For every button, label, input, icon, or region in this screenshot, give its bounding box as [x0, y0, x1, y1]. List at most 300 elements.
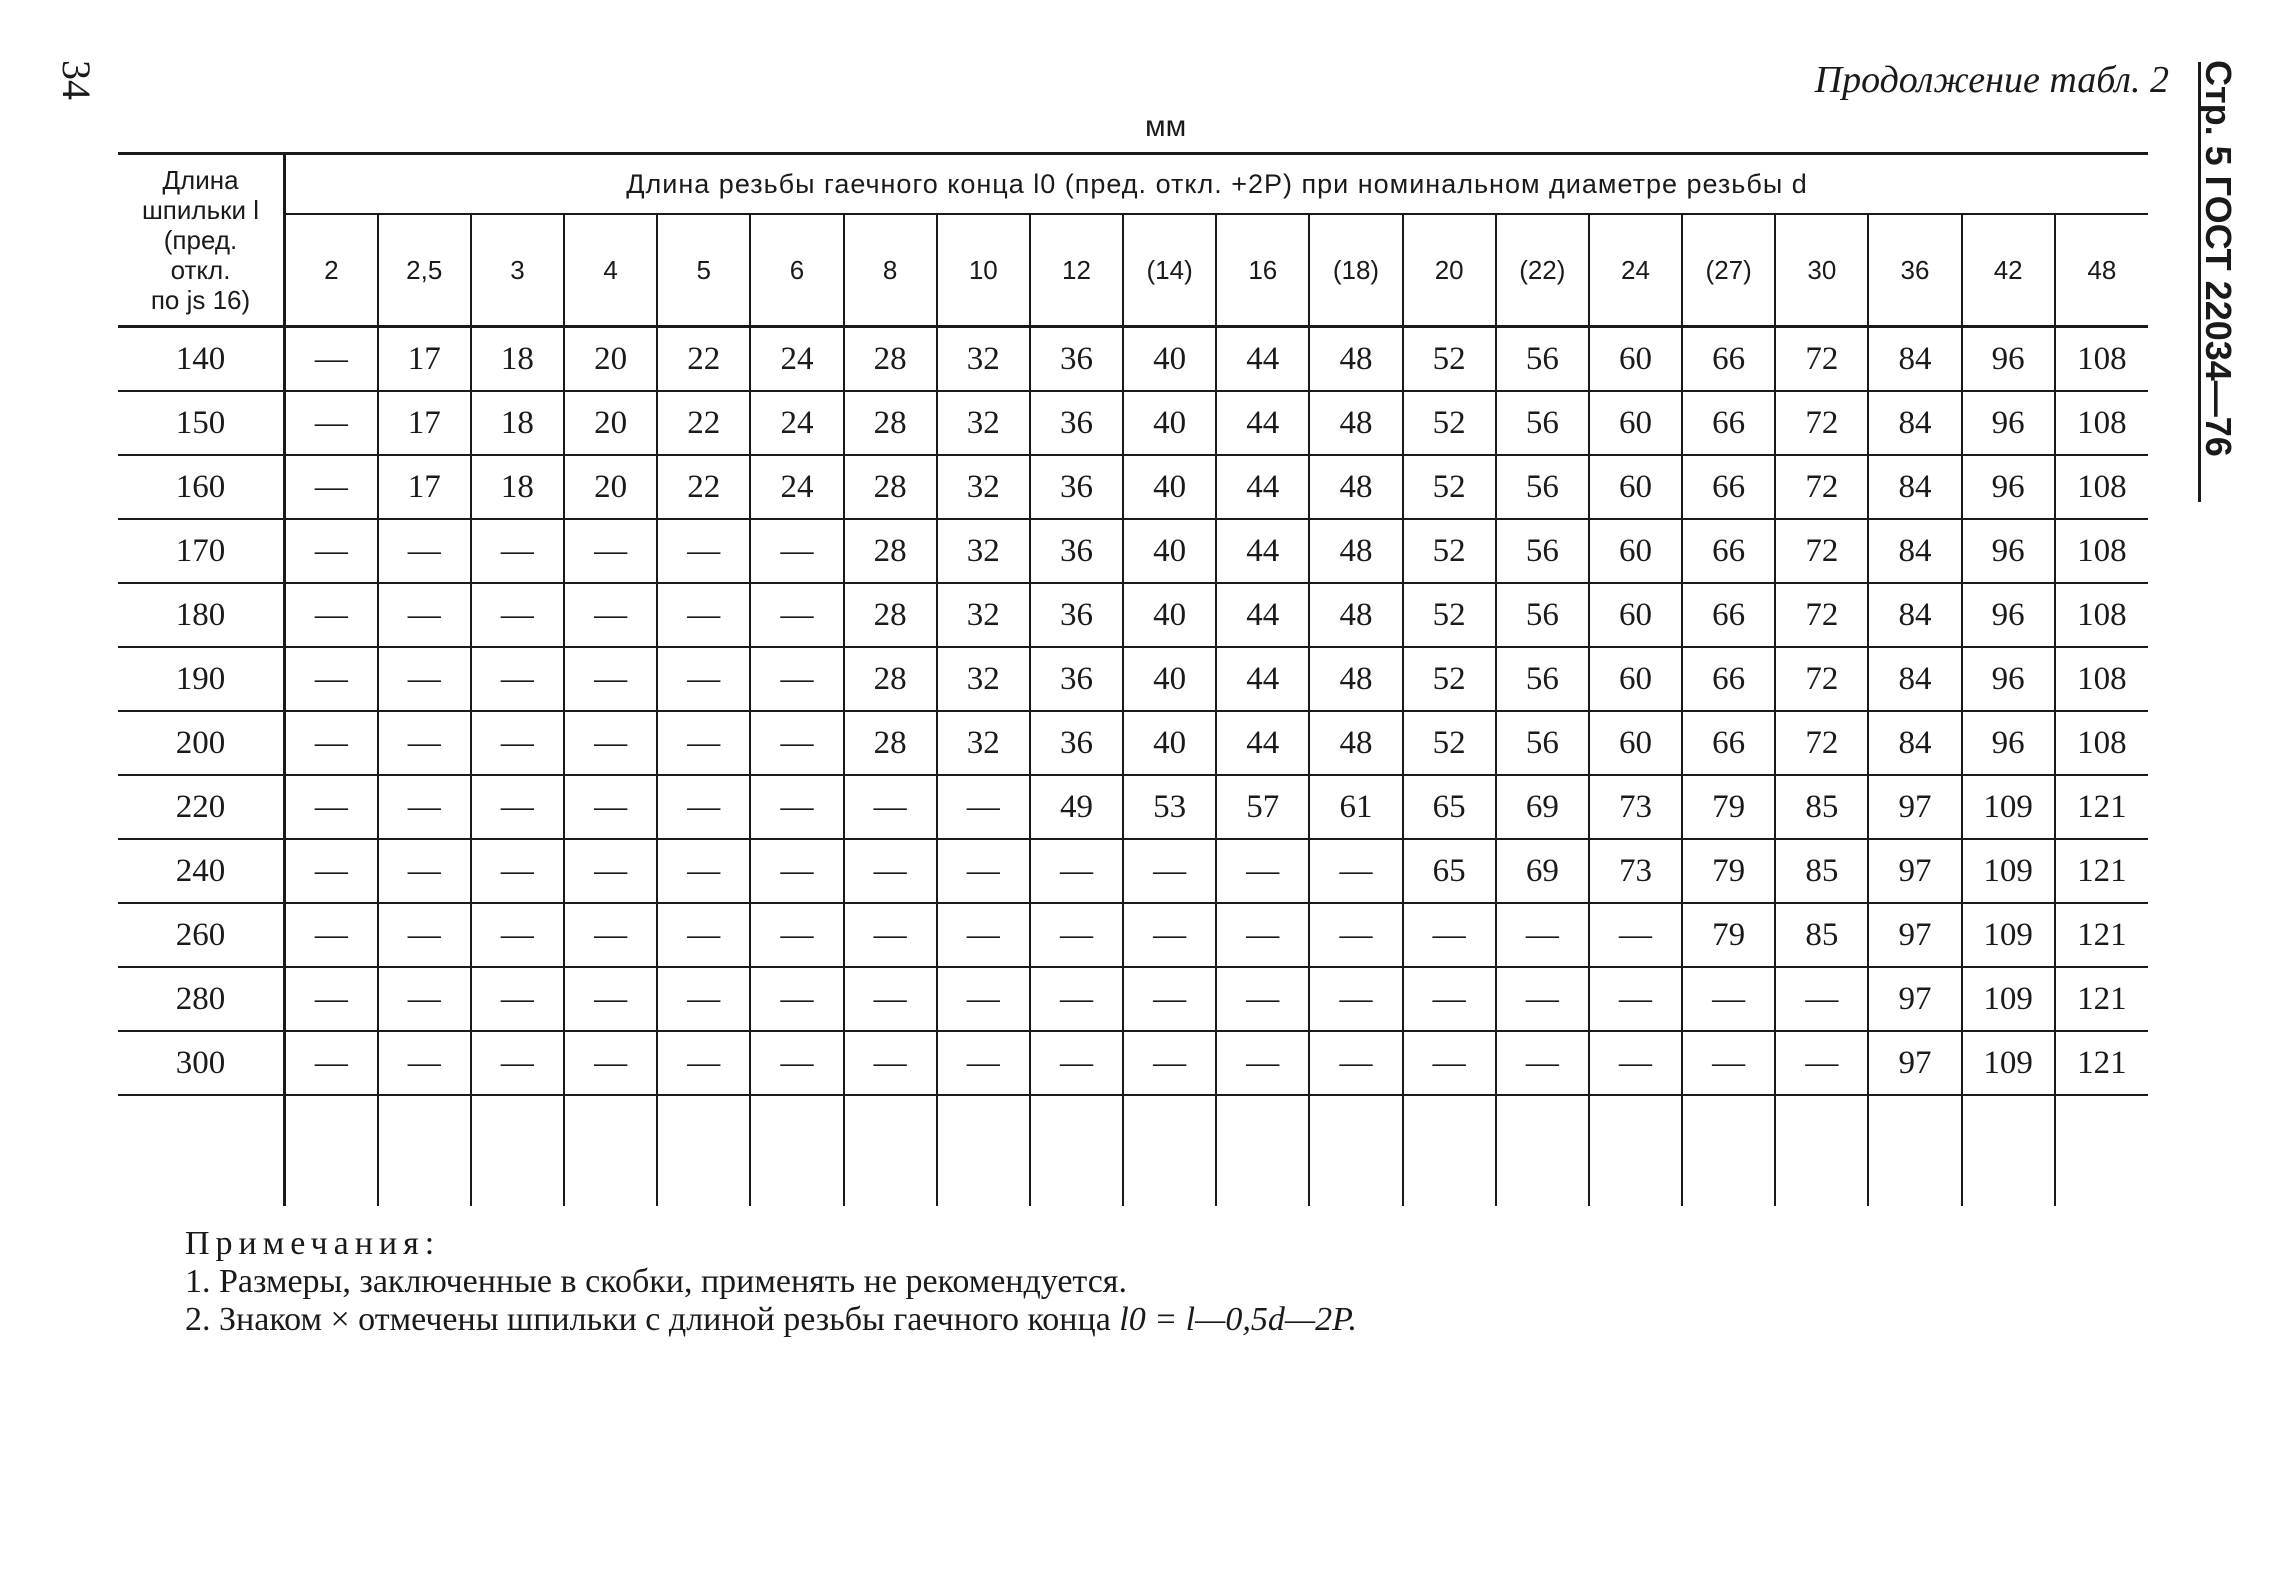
diameter-header-cell: 2,5	[378, 214, 471, 327]
thread-length-cell: —	[1123, 903, 1216, 967]
thread-length-cell: 60	[1589, 455, 1682, 519]
thread-length-cell: —	[657, 775, 750, 839]
thread-length-cell: 96	[1962, 711, 2055, 775]
thread-length-cell: 40	[1123, 327, 1216, 392]
thread-length-cell: —	[750, 647, 843, 711]
table-row	[118, 1031, 2148, 1095]
stud-length-cell: 170	[118, 519, 285, 583]
thread-length-cell: —	[750, 775, 843, 839]
thread-length-cell: 36	[1030, 711, 1123, 775]
thread-length-cell: —	[657, 647, 750, 711]
diameter-header-cell: 5	[657, 214, 750, 327]
table-row	[118, 519, 2148, 583]
thread-length-cell: 69	[1496, 775, 1589, 839]
thread-length-cell: 40	[1123, 455, 1216, 519]
thread-length-cell: 108	[2055, 711, 2148, 775]
thread-length-cell: 40	[1123, 647, 1216, 711]
spacer-cell	[2055, 1095, 2148, 1206]
spacer-cell	[1403, 1095, 1496, 1206]
table-row	[118, 455, 2148, 519]
table-row	[118, 839, 2148, 903]
note-item: 1. Размеры, заключенные в скобки, применять не рекомендуется.	[185, 1263, 1127, 1300]
thread-length-cell: 36	[1030, 519, 1123, 583]
thread-length-cell: —	[471, 903, 564, 967]
thread-length-cell: —	[378, 967, 471, 1031]
thread-length-cell: —	[285, 583, 378, 647]
thread-length-cell: 20	[564, 327, 657, 392]
thread-length-cell: —	[1309, 839, 1402, 903]
thread-length-cell: —	[1030, 839, 1123, 903]
thread-length-cell: 52	[1403, 647, 1496, 711]
thread-length-cell: 96	[1962, 327, 2055, 392]
thread-length-cell: —	[750, 583, 843, 647]
stud-length-cell: 160	[118, 455, 285, 519]
thread-length-cell: —	[1775, 967, 1868, 1031]
thread-length-cell: —	[657, 1031, 750, 1095]
spacer-cell	[1030, 1095, 1123, 1206]
thread-length-cell: 65	[1403, 775, 1496, 839]
diameter-header-cell: 4	[564, 214, 657, 327]
thread-length-cell: 48	[1309, 455, 1402, 519]
thread-length-cell: 79	[1682, 903, 1775, 967]
thread-length-cell: 52	[1403, 327, 1496, 392]
thread-length-cell: 73	[1589, 775, 1682, 839]
thread-length-cell: 73	[1589, 839, 1682, 903]
stud-length-header-line: шпильки l	[141, 195, 260, 225]
table-row	[118, 775, 2148, 839]
thread-length-cell: 121	[2055, 775, 2148, 839]
thread-length-cell: —	[471, 711, 564, 775]
stud-length-cell: 300	[118, 1031, 285, 1095]
diameter-header-cell: 2	[285, 214, 378, 327]
thread-length-cell: —	[564, 647, 657, 711]
thread-length-cell: —	[1403, 967, 1496, 1031]
thread-length-cell: 56	[1496, 647, 1589, 711]
spacer-cell	[1868, 1095, 1961, 1206]
thread-length-cell: 56	[1496, 583, 1589, 647]
diameter-header-cell: 6	[750, 214, 843, 327]
thread-length-cell: 32	[937, 391, 1030, 455]
spacer-cell	[844, 1095, 937, 1206]
diameter-header-cell: 36	[1868, 214, 1961, 327]
stud-length-cell: 200	[118, 711, 285, 775]
thread-length-cell: 28	[844, 583, 937, 647]
thread-length-cell: —	[471, 583, 564, 647]
thread-length-cell: —	[844, 967, 937, 1031]
thread-length-cell: 44	[1216, 327, 1309, 392]
thread-length-cell: 28	[844, 647, 937, 711]
thread-length-cell: —	[844, 903, 937, 967]
thread-length-cell: 96	[1962, 391, 2055, 455]
thread-length-cell: 49	[1030, 775, 1123, 839]
thread-length-cell: —	[750, 967, 843, 1031]
thread-length-cell: 48	[1309, 391, 1402, 455]
thread-length-cell: 32	[937, 455, 1030, 519]
thread-length-cell: 60	[1589, 647, 1682, 711]
thread-length-cell: 72	[1775, 327, 1868, 392]
thread-length-cell: —	[657, 839, 750, 903]
thread-length-cell: 48	[1309, 711, 1402, 775]
thread-length-cell: 44	[1216, 583, 1309, 647]
spacer-cell	[1216, 1095, 1309, 1206]
thread-length-cell: —	[285, 839, 378, 903]
thread-length-cell: 66	[1682, 647, 1775, 711]
thread-length-cell: —	[378, 839, 471, 903]
thread-length-cell: 17	[378, 455, 471, 519]
spacer-cell	[937, 1095, 1030, 1206]
thread-length-cell: 52	[1403, 519, 1496, 583]
thread-length-cell: 36	[1030, 583, 1123, 647]
table-row	[118, 647, 2148, 711]
thread-length-cell: —	[564, 903, 657, 967]
thread-length-cell: 72	[1775, 711, 1868, 775]
diameter-header-cell: (27)	[1682, 214, 1775, 327]
thread-length-cell: 56	[1496, 327, 1589, 392]
thread-length-cell: 56	[1496, 711, 1589, 775]
thread-length-table	[118, 152, 2148, 1206]
thread-length-cell: —	[564, 1031, 657, 1095]
spacer-cell	[1309, 1095, 1402, 1206]
thread-length-cell: —	[750, 839, 843, 903]
thread-length-cell: 24	[750, 391, 843, 455]
thread-length-cell: —	[285, 391, 378, 455]
thread-length-cell: 53	[1123, 775, 1216, 839]
stud-length-cell: 190	[118, 647, 285, 711]
thread-length-cell: 36	[1030, 647, 1123, 711]
spacer-cell	[1775, 1095, 1868, 1206]
thread-length-cell: —	[937, 775, 1030, 839]
table-row	[118, 967, 2148, 1031]
thread-length-cell: 108	[2055, 391, 2148, 455]
stud-length-cell: 240	[118, 839, 285, 903]
thread-length-cell: —	[285, 711, 378, 775]
spacer-cell	[1682, 1095, 1775, 1206]
thread-length-cell: —	[378, 519, 471, 583]
thread-length-cell: —	[1589, 1031, 1682, 1095]
thread-length-cell: —	[1682, 967, 1775, 1031]
thread-length-cell: —	[1309, 903, 1402, 967]
thread-length-cell: —	[378, 583, 471, 647]
thread-length-cell: 84	[1868, 711, 1961, 775]
thread-length-cell: 36	[1030, 327, 1123, 392]
thread-length-cell: 108	[2055, 327, 2148, 392]
thread-length-cell: —	[285, 903, 378, 967]
thread-length-cell: —	[1123, 839, 1216, 903]
thread-length-cell: —	[1309, 1031, 1402, 1095]
thread-length-cell: 44	[1216, 391, 1309, 455]
stud-length-cell: 260	[118, 903, 285, 967]
diameter-header-cell: 16	[1216, 214, 1309, 327]
thread-length-cell: 28	[844, 391, 937, 455]
table-row	[118, 327, 2148, 392]
note-item	[185, 1301, 1357, 1339]
thread-length-cell: 36	[1030, 455, 1123, 519]
stud-length-cell: 220	[118, 775, 285, 839]
table-body	[118, 327, 2148, 1207]
thread-length-cell: —	[285, 967, 378, 1031]
thread-length-cell: —	[471, 1031, 564, 1095]
thread-length-cell: —	[378, 1031, 471, 1095]
thread-length-cell: —	[1775, 1031, 1868, 1095]
thread-length-cell: 60	[1589, 391, 1682, 455]
thread-length-cell: —	[564, 775, 657, 839]
thread-length-cell: —	[564, 967, 657, 1031]
thread-length-cell: —	[285, 647, 378, 711]
thread-length-cell: 40	[1123, 711, 1216, 775]
diameter-header-cell: (18)	[1309, 214, 1402, 327]
thread-length-cell: 72	[1775, 391, 1868, 455]
thread-length-cell: 96	[1962, 583, 2055, 647]
thread-length-cell: —	[1403, 1031, 1496, 1095]
thread-length-cell: —	[1216, 967, 1309, 1031]
thread-length-cell: 48	[1309, 519, 1402, 583]
thread-length-cell: —	[844, 1031, 937, 1095]
thread-length-cell: —	[378, 711, 471, 775]
units-label: мм	[1145, 110, 1187, 143]
thread-length-cell: —	[1216, 1031, 1309, 1095]
spacer-cell	[118, 1095, 285, 1206]
thread-length-cell: 22	[657, 391, 750, 455]
thread-length-cell: —	[1123, 1031, 1216, 1095]
spacer-cell	[1123, 1095, 1216, 1206]
diameter-header-cell: 48	[2055, 214, 2148, 327]
thread-length-cell: 28	[844, 519, 937, 583]
thread-length-cell: 18	[471, 327, 564, 392]
thread-length-cell: 52	[1403, 391, 1496, 455]
thread-length-cell: 79	[1682, 775, 1775, 839]
thread-length-cell: 44	[1216, 455, 1309, 519]
thread-length-cell: —	[1030, 967, 1123, 1031]
thread-length-cell: 61	[1309, 775, 1402, 839]
thread-length-cell: 32	[937, 519, 1030, 583]
thread-length-cell: 32	[937, 711, 1030, 775]
thread-length-cell: 108	[2055, 583, 2148, 647]
thread-length-cell: 96	[1962, 455, 2055, 519]
thread-length-cell: —	[1030, 903, 1123, 967]
thread-length-cell: 121	[2055, 839, 2148, 903]
thread-length-cell: —	[285, 455, 378, 519]
stud-length-header	[118, 154, 285, 327]
thread-length-cell: —	[657, 519, 750, 583]
thread-length-cell: 56	[1496, 519, 1589, 583]
thread-length-cell: 96	[1962, 519, 2055, 583]
thread-length-cell: —	[564, 711, 657, 775]
thread-length-cell: 20	[564, 391, 657, 455]
diameter-header-cell: 3	[471, 214, 564, 327]
thread-length-cell: 60	[1589, 711, 1682, 775]
thread-length-cell: —	[1496, 967, 1589, 1031]
thread-length-cell: 69	[1496, 839, 1589, 903]
spacer-cell	[1962, 1095, 2055, 1206]
thread-length-cell: 97	[1868, 1031, 1961, 1095]
stud-length-header-line: по js 16)	[150, 285, 251, 315]
thread-length-cell: 109	[1962, 1031, 2055, 1095]
thread-length-cell: 97	[1868, 903, 1961, 967]
thread-length-cell: 97	[1868, 967, 1961, 1031]
diameter-header-cell: 42	[1962, 214, 2055, 327]
thread-length-cell: 48	[1309, 647, 1402, 711]
spacer-cell	[378, 1095, 471, 1206]
thread-length-cell: —	[564, 583, 657, 647]
table-spacer-row	[118, 1095, 2148, 1206]
thread-length-cell: 72	[1775, 583, 1868, 647]
thread-length-cell: —	[750, 711, 843, 775]
thread-length-cell: 60	[1589, 327, 1682, 392]
thread-length-cell: 66	[1682, 391, 1775, 455]
stud-length-header-line: откл.	[170, 255, 231, 285]
thread-length-cell: 22	[657, 455, 750, 519]
thread-length-cell: —	[1123, 967, 1216, 1031]
thread-length-cell: —	[937, 967, 1030, 1031]
diameter-header-cell: 24	[1589, 214, 1682, 327]
diameter-header-row	[118, 214, 2148, 327]
thread-length-cell: —	[285, 327, 378, 392]
thread-length-cell: —	[657, 583, 750, 647]
thread-length-cell: 40	[1123, 391, 1216, 455]
thread-length-cell: —	[937, 1031, 1030, 1095]
thread-length-cell: —	[1682, 1031, 1775, 1095]
thread-length-cell: 79	[1682, 839, 1775, 903]
thread-length-cell: 84	[1868, 391, 1961, 455]
thread-length-cell: 109	[1962, 967, 2055, 1031]
diameter-header-cell: 30	[1775, 214, 1868, 327]
thread-length-cell: —	[564, 839, 657, 903]
stud-length-cell: 140	[118, 327, 285, 392]
thread-length-cell: —	[937, 903, 1030, 967]
thread-length-cell: —	[844, 839, 937, 903]
thread-length-cell: —	[1216, 903, 1309, 967]
thread-length-cell: 72	[1775, 455, 1868, 519]
thread-length-cell: —	[1309, 967, 1402, 1031]
thread-length-cell: 108	[2055, 647, 2148, 711]
thread-length-cell: 84	[1868, 519, 1961, 583]
table-row	[118, 711, 2148, 775]
thread-length-cell: 52	[1403, 711, 1496, 775]
thread-length-cell: 109	[1962, 775, 2055, 839]
standard-reference: Стр. 5 ГОСТ 22034—76	[2198, 60, 2239, 457]
thread-length-cell: —	[564, 519, 657, 583]
thread-length-cell: 44	[1216, 711, 1309, 775]
thread-length-cell: 66	[1682, 455, 1775, 519]
thread-length-cell: 85	[1775, 903, 1868, 967]
thread-length-cell: —	[1589, 967, 1682, 1031]
thread-length-cell: 121	[2055, 967, 2148, 1031]
thread-length-cell: 66	[1682, 327, 1775, 392]
thread-length-cell: 66	[1682, 519, 1775, 583]
thread-length-cell: 28	[844, 711, 937, 775]
spacer-cell	[471, 1095, 564, 1206]
thread-length-cell: 24	[750, 327, 843, 392]
thread-length-cell: 44	[1216, 647, 1309, 711]
thread-length-cell: —	[285, 519, 378, 583]
thread-length-cell: 121	[2055, 1031, 2148, 1095]
thread-length-cell: —	[378, 775, 471, 839]
thread-length-cell: 66	[1682, 583, 1775, 647]
thread-length-cell: —	[1496, 903, 1589, 967]
page-number: 34	[54, 60, 99, 100]
thread-length-cell: 108	[2055, 455, 2148, 519]
thread-length-cell: —	[471, 775, 564, 839]
thread-length-cell: —	[657, 711, 750, 775]
spacer-cell	[1496, 1095, 1589, 1206]
thread-length-cell: —	[937, 839, 1030, 903]
table-row	[118, 583, 2148, 647]
diameter-header-cell: 12	[1030, 214, 1123, 327]
thread-length-cell: 72	[1775, 647, 1868, 711]
thread-length-cell: 108	[2055, 519, 2148, 583]
stud-length-cell: 150	[118, 391, 285, 455]
thread-length-cell: —	[378, 647, 471, 711]
note-formula: l0 = l—0,5d—2P.	[1119, 1301, 1357, 1338]
thread-length-header: Длина резьбы гаечного конца l0 (пред. откл. +2P) при номинальном диаметре резьбы d	[285, 154, 2149, 215]
thread-length-cell: 17	[378, 327, 471, 392]
thread-length-cell: 85	[1775, 839, 1868, 903]
thread-length-cell: 66	[1682, 711, 1775, 775]
thread-length-cell: —	[1216, 839, 1309, 903]
thread-length-cell: —	[1030, 1031, 1123, 1095]
thread-length-cell: —	[657, 967, 750, 1031]
thread-length-cell: 57	[1216, 775, 1309, 839]
stud-length-cell: 280	[118, 967, 285, 1031]
thread-length-cell: —	[750, 903, 843, 967]
thread-length-cell: 96	[1962, 647, 2055, 711]
thread-length-cell: 52	[1403, 455, 1496, 519]
table-continuation-label: Продолжение табл. 2	[1814, 59, 2169, 101]
notes-title: Примечания:	[185, 1225, 441, 1262]
thread-length-cell: 18	[471, 391, 564, 455]
thread-length-cell: 48	[1309, 583, 1402, 647]
thread-length-cell: 56	[1496, 391, 1589, 455]
thread-length-cell: 109	[1962, 839, 2055, 903]
thread-length-cell: —	[471, 839, 564, 903]
spacer-cell	[285, 1095, 378, 1206]
thread-length-cell: 44	[1216, 519, 1309, 583]
thread-length-cell: —	[471, 967, 564, 1031]
note-item-text: 2. Знаком × отмечены шпильки с длиной резьбы гаечного конца	[185, 1301, 1111, 1338]
thread-length-cell: —	[378, 903, 471, 967]
thread-length-cell: 28	[844, 455, 937, 519]
thread-length-cell: 28	[844, 327, 937, 392]
thread-length-cell: 17	[378, 391, 471, 455]
diameter-header-cell: (22)	[1496, 214, 1589, 327]
thread-length-cell: 22	[657, 327, 750, 392]
spacer-cell	[564, 1095, 657, 1206]
thread-length-cell: 97	[1868, 775, 1961, 839]
thread-length-cell: 36	[1030, 391, 1123, 455]
thread-length-cell: 84	[1868, 583, 1961, 647]
thread-length-cell: 48	[1309, 327, 1402, 392]
thread-length-cell: 72	[1775, 519, 1868, 583]
thread-length-cell: —	[1496, 1031, 1589, 1095]
diameter-header-cell: 20	[1403, 214, 1496, 327]
thread-length-cell: 24	[750, 455, 843, 519]
thread-length-cell: 32	[937, 327, 1030, 392]
thread-length-cell: 60	[1589, 583, 1682, 647]
notes	[185, 1225, 1357, 1339]
thread-length-cell: 84	[1868, 327, 1961, 392]
thread-length-cell: 40	[1123, 583, 1216, 647]
stud-length-header-line: (пред.	[163, 225, 238, 255]
thread-length-cell: 20	[564, 455, 657, 519]
spacer-cell	[657, 1095, 750, 1206]
thread-length-cell: —	[750, 519, 843, 583]
thread-length-cell: —	[844, 775, 937, 839]
diameter-header-cell: 10	[937, 214, 1030, 327]
spacer-cell	[750, 1095, 843, 1206]
thread-length-cell: —	[285, 1031, 378, 1095]
thread-length-cell: —	[471, 647, 564, 711]
thread-length-cell: 109	[1962, 903, 2055, 967]
